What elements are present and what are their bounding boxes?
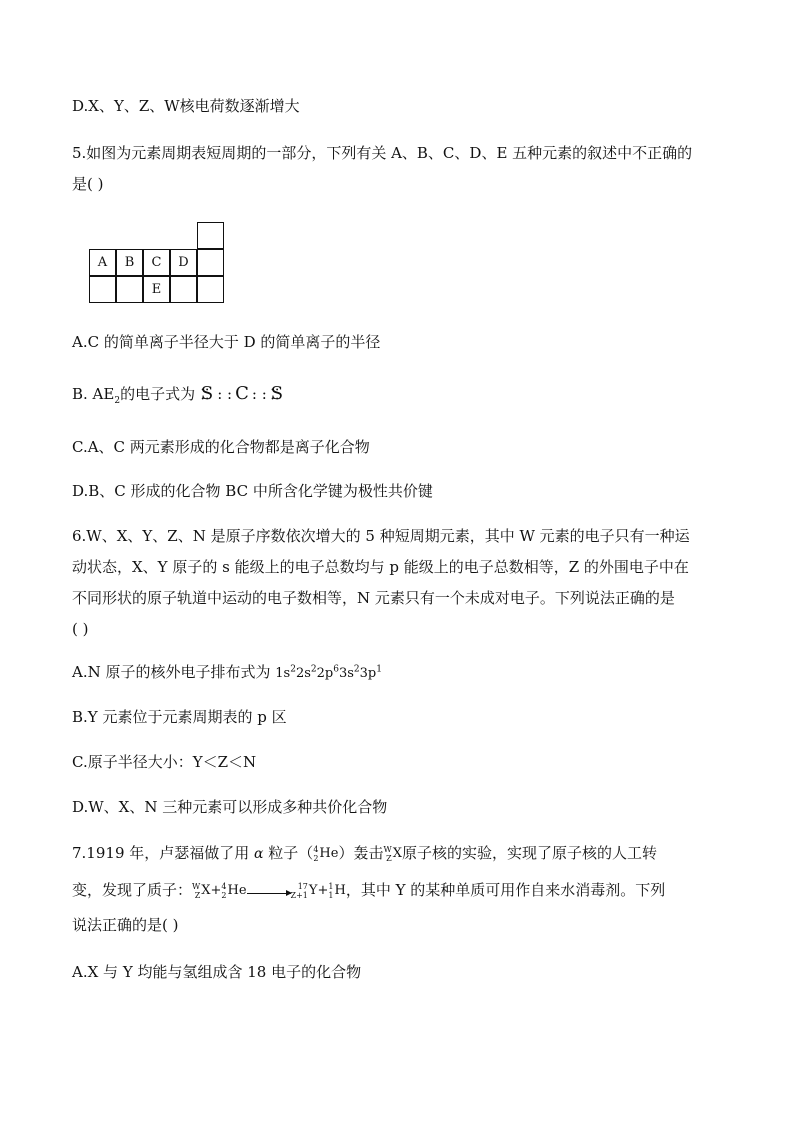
orbital-2p-count: 6 — [333, 664, 339, 675]
eq-he-number: 2 — [221, 890, 227, 900]
orbital-3p: 3p — [359, 666, 377, 681]
table-cell-a: A — [89, 249, 116, 276]
eq-x-number: Z — [194, 890, 201, 900]
q6-option-b: B.Y 元素位于元素周期表的 p 区 — [72, 708, 287, 726]
q5b-subscript: 2 — [114, 396, 121, 406]
q7-option-a: A.X 与 Y 均能与氢组成含 18 电子的化合物 — [72, 963, 362, 981]
eq-h-number: 1 — [328, 890, 334, 900]
table-cell-b: B — [116, 249, 143, 276]
q6-stem-line-4: ( ) — [72, 620, 89, 638]
reaction-arrow-icon — [247, 889, 291, 894]
q5b-mid: 的电子式为 — [120, 385, 196, 403]
q5-option-d: D.B、C 形成的化合物 BC 中所含化学键为极性共价键 — [72, 482, 433, 500]
eq-nuclide-x — [192, 881, 211, 901]
q5-option-a: A.C 的简单离子半径大于 D 的简单离子的半径 — [72, 333, 381, 351]
q5-stem-line-1: 5.如图为元素周期表短周期的一部分，下列有关 A、B、C、D、E 五种元素的叙述中不正确的 — [72, 144, 693, 162]
table-cell-empty-r2-4 — [170, 276, 197, 303]
q6-option-a — [72, 662, 382, 684]
q7-line1-part-d: 原子核的实验，实现了原子核的人工转 — [401, 844, 657, 862]
alpha-symbol: α — [254, 846, 264, 862]
nuclide-he-symbol: He — [319, 846, 339, 861]
nuclide-he-mass: 4 — [313, 844, 319, 854]
nuclide-he — [313, 844, 338, 864]
table-cell-empty-top — [197, 222, 224, 249]
eq-nuclide-y — [291, 881, 318, 901]
eq-y-mass: 17 — [297, 881, 308, 891]
electron-dot-s-left: •• S •• — [200, 384, 214, 404]
nuclide-he-number: 2 — [313, 853, 319, 863]
eq-y-symbol: Y — [308, 883, 318, 898]
eq-plus-2: + — [317, 883, 329, 898]
nuclide-x-mass: W — [383, 844, 392, 854]
nuclide-x-number: Z — [386, 853, 392, 863]
electron-dot-c: C — [235, 383, 249, 404]
nuclide-x-symbol: X — [392, 846, 402, 861]
q5b-prefix: B. AE — [72, 385, 115, 403]
orbital-1s-count: 2 — [290, 664, 296, 675]
shared-pair-right: : : — [251, 385, 267, 403]
q7-line1-part-a: 7.1919 年，卢瑟福做了用 — [72, 844, 250, 862]
q7-stem-line-2 — [72, 880, 665, 901]
eq-x-symbol: X — [201, 883, 211, 898]
shared-pair-left: : : — [217, 385, 233, 403]
orbital-3s: 3s — [338, 666, 354, 681]
orbital-2s: 2s — [295, 666, 311, 681]
q7-stem-line-3: 说法正确的是( ) — [72, 916, 179, 934]
q6-stem-line-1: 6.W、X、Y、Z、N 是原子序数依次增大的 5 种短周期元素，其中 W 元素的电子只有一种运 — [72, 527, 690, 545]
q7-line2-part-a: 变，发现了质子： — [72, 881, 193, 899]
eq-x-mass: W — [192, 881, 201, 891]
q6-option-c: C.原子半径大小：Y＜Z＜N — [72, 753, 257, 771]
orbital-3s-count: 2 — [353, 664, 360, 675]
q7-line1-part-b: 粒子（ — [268, 844, 314, 862]
table-cell-empty-r2-5 — [197, 276, 224, 303]
table-cell-empty-r2-1 — [89, 276, 116, 303]
q5-stem-line-2: 是( ) — [72, 175, 104, 193]
electron-dot-s-right: •• S •• — [270, 384, 284, 404]
q7-line2-part-b: ，其中 Y 的某种单质可用作自来水消毒剂。下列 — [345, 881, 666, 899]
eq-y-number: Z+1 — [290, 890, 308, 900]
table-cell-d: D — [170, 249, 197, 276]
q6a-prefix: A.N 原子的核外电子排布式为 — [72, 663, 276, 681]
table-cell-e: E — [143, 276, 170, 303]
q6-stem-line-2: 动状态，X、Y 原子的 s 能级上的电子总数均与 p 能级上的电子总数相等，Z 的外围电子中在 — [72, 558, 689, 576]
table-cell-empty-r1 — [197, 249, 224, 276]
orbital-2s-count: 2 — [310, 664, 317, 675]
q6-option-d: D.W、X、N 三种元素可以形成多种共价化合物 — [72, 798, 388, 816]
q4-option-d: D.X、Y、Z、W核电荷数逐渐增大 — [72, 97, 300, 115]
eq-plus-1: + — [210, 883, 222, 898]
table-cell-c: C — [143, 249, 170, 276]
electron-configuration — [275, 666, 382, 681]
orbital-3p-count: 1 — [376, 664, 382, 675]
q5-option-b — [72, 384, 284, 404]
eq-h-symbol: H — [334, 883, 346, 898]
orbital-2p: 2p — [316, 666, 334, 681]
q5-option-c: C.A、C 两元素形成的化合物都是离子化合物 — [72, 438, 370, 456]
nuclide-x — [383, 844, 402, 864]
eq-he-symbol: He — [227, 883, 247, 898]
q7-line1-part-c: ）轰击 — [338, 844, 384, 862]
eq-h-mass: 1 — [328, 881, 334, 891]
eq-nuclide-h — [328, 881, 345, 901]
orbital-1s: 1s — [275, 666, 291, 681]
q6-stem-line-3: 不同形状的原子轨道中运动的电子数相等，N 元素只有一个未成对电子。下列说法正确的是 — [72, 589, 675, 607]
eq-he-mass: 4 — [221, 881, 227, 891]
table-cell-empty-r2-2 — [116, 276, 143, 303]
eq-nuclide-he — [221, 881, 246, 901]
q7-stem-line-1 — [72, 843, 657, 864]
